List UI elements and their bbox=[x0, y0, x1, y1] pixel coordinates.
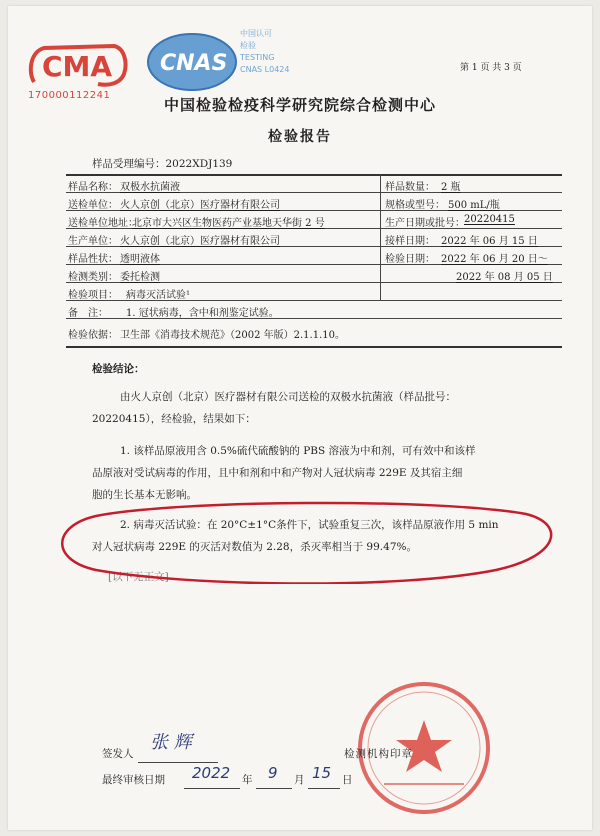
property-value: 透明液体 bbox=[120, 254, 160, 265]
received-value: 2022 年 06 月 15 日 bbox=[441, 236, 538, 247]
end-note: [以下无正文] bbox=[108, 571, 169, 583]
month-unit: 月 bbox=[294, 774, 305, 786]
highlight-ellipse bbox=[56, 500, 560, 584]
year-unit: 年 bbox=[242, 774, 253, 786]
cnas-line-3: TESTING bbox=[240, 53, 275, 62]
approve-day: 15 bbox=[312, 764, 332, 782]
table-column-divider bbox=[380, 174, 381, 300]
conclusion-item1-line-1: 1. 该样品原液用含 0.5%硫代硫酸钠的 PBS 溶液为中和剂，可有效中和该样 bbox=[120, 445, 476, 457]
sample-number-label: 样品受理编号： bbox=[92, 158, 166, 170]
remark-label: 备 注： bbox=[68, 308, 108, 319]
submitter-label: 送检单位： bbox=[68, 200, 118, 211]
signer-label: 签发人 bbox=[102, 748, 134, 760]
cma-logo bbox=[28, 42, 128, 88]
conclusion-intro-line-1: 由火人京创（北京）医疗器材有限公司送检的双极水抗菌液（样品批号： bbox=[120, 391, 456, 403]
signer-signature: 张 辉 bbox=[150, 732, 192, 753]
basis-label: 检验依据： bbox=[68, 330, 118, 341]
signer-underline bbox=[138, 762, 218, 763]
cma-logo-text: CMA bbox=[42, 50, 113, 83]
sample-qty-value: 2 瓶 bbox=[441, 182, 461, 193]
category-value: 委托检测 bbox=[120, 272, 160, 283]
sample-name-label: 样品名称： bbox=[68, 182, 118, 193]
table-bottom-rule bbox=[66, 346, 562, 348]
address-label: 送检单位地址： bbox=[68, 218, 138, 229]
sample-number bbox=[92, 156, 232, 171]
sample-name-value: 双极水抗菌液 bbox=[120, 182, 180, 193]
test-date-end: 2022 年 08 月 05 日 bbox=[456, 272, 553, 283]
spec-label: 规格或型号： bbox=[385, 200, 445, 211]
items-label: 检验项目： bbox=[68, 290, 118, 301]
report-title: 检验报告 bbox=[268, 129, 332, 145]
cnas-accreditation-text bbox=[240, 28, 289, 76]
center-name: 中国检验检疫科学研究院综合检测中心 bbox=[163, 96, 436, 114]
cnas-logo bbox=[144, 30, 240, 94]
address-value: 北京市大兴区生物医药产业基地天华街 2 号 bbox=[132, 218, 325, 229]
spec-value: 500 mL/瓶 bbox=[448, 200, 500, 211]
test-date-start: 2022 年 06 月 20 日～ bbox=[441, 254, 548, 265]
items-value: 病毒灭活试验¹ bbox=[126, 290, 191, 301]
conclusion-item1-line-3: 胞的生长基本无影响。 bbox=[92, 489, 197, 501]
conclusion-intro-line-2: 20220415），经检验，结果如下： bbox=[92, 413, 256, 425]
property-label: 样品性状： bbox=[68, 254, 118, 265]
batch-value: 20220415 bbox=[464, 214, 515, 225]
cma-number: 170000112241 bbox=[28, 90, 111, 101]
approve-month: 9 bbox=[268, 764, 278, 782]
year-underline bbox=[184, 788, 240, 789]
sample-number-value: 2022XDJ139 bbox=[165, 158, 233, 170]
day-unit: 日 bbox=[342, 774, 353, 786]
conclusion-heading: 检验结论： bbox=[92, 363, 145, 375]
received-label: 接样日期： bbox=[385, 236, 435, 247]
producer-label: 生产单位： bbox=[68, 236, 118, 247]
conclusion-item1-line-2: 品原液对受试病毒的作用，且中和剂和中和产物对人冠状病毒 229E 及其宿主细 bbox=[92, 467, 463, 479]
report-page bbox=[8, 6, 592, 830]
table-top-rule bbox=[66, 174, 562, 176]
remark-value: 1. 冠状病毒，含中和剂鉴定试验。 bbox=[126, 308, 279, 319]
cnas-line-1: 中国认可 bbox=[240, 29, 272, 38]
submitter-value: 火人京创（北京）医疗器材有限公司 bbox=[120, 200, 280, 211]
day-underline bbox=[308, 788, 340, 789]
seal-label: 检测机构印章 bbox=[344, 748, 413, 760]
sample-qty-label: 样品数量： bbox=[385, 182, 435, 193]
test-date-label: 检验日期： bbox=[385, 254, 435, 265]
cnas-logo-text: CNAS bbox=[160, 51, 228, 76]
cnas-line-2: 检验 bbox=[240, 41, 256, 50]
conclusion-item2-line-1: 2. 病毒灭活试验：在 20°C±1°C条件下，试验重复三次，该样品原液作用 5 min bbox=[120, 519, 499, 531]
category-label: 检测类别： bbox=[68, 272, 118, 283]
conclusion-item2-line-2: 对人冠状病毒 229E 的灭活对数值为 2.28，杀灭率相当于 99.47%。 bbox=[92, 541, 417, 553]
approve-year: 2022 bbox=[192, 764, 231, 782]
page-info: 第 1 页 共 3 页 bbox=[460, 63, 522, 73]
basis-value: 卫生部《消毒技术规范》（2002 年版）2.1.1.10。 bbox=[120, 330, 345, 341]
month-underline bbox=[256, 788, 292, 789]
cnas-line-4: CNAS L0424 bbox=[240, 65, 290, 74]
approve-date-label: 最终审核日期 bbox=[102, 774, 165, 786]
producer-value: 火人京创（北京）医疗器材有限公司 bbox=[120, 236, 280, 247]
batch-label: 生产日期或批号： bbox=[385, 218, 465, 229]
